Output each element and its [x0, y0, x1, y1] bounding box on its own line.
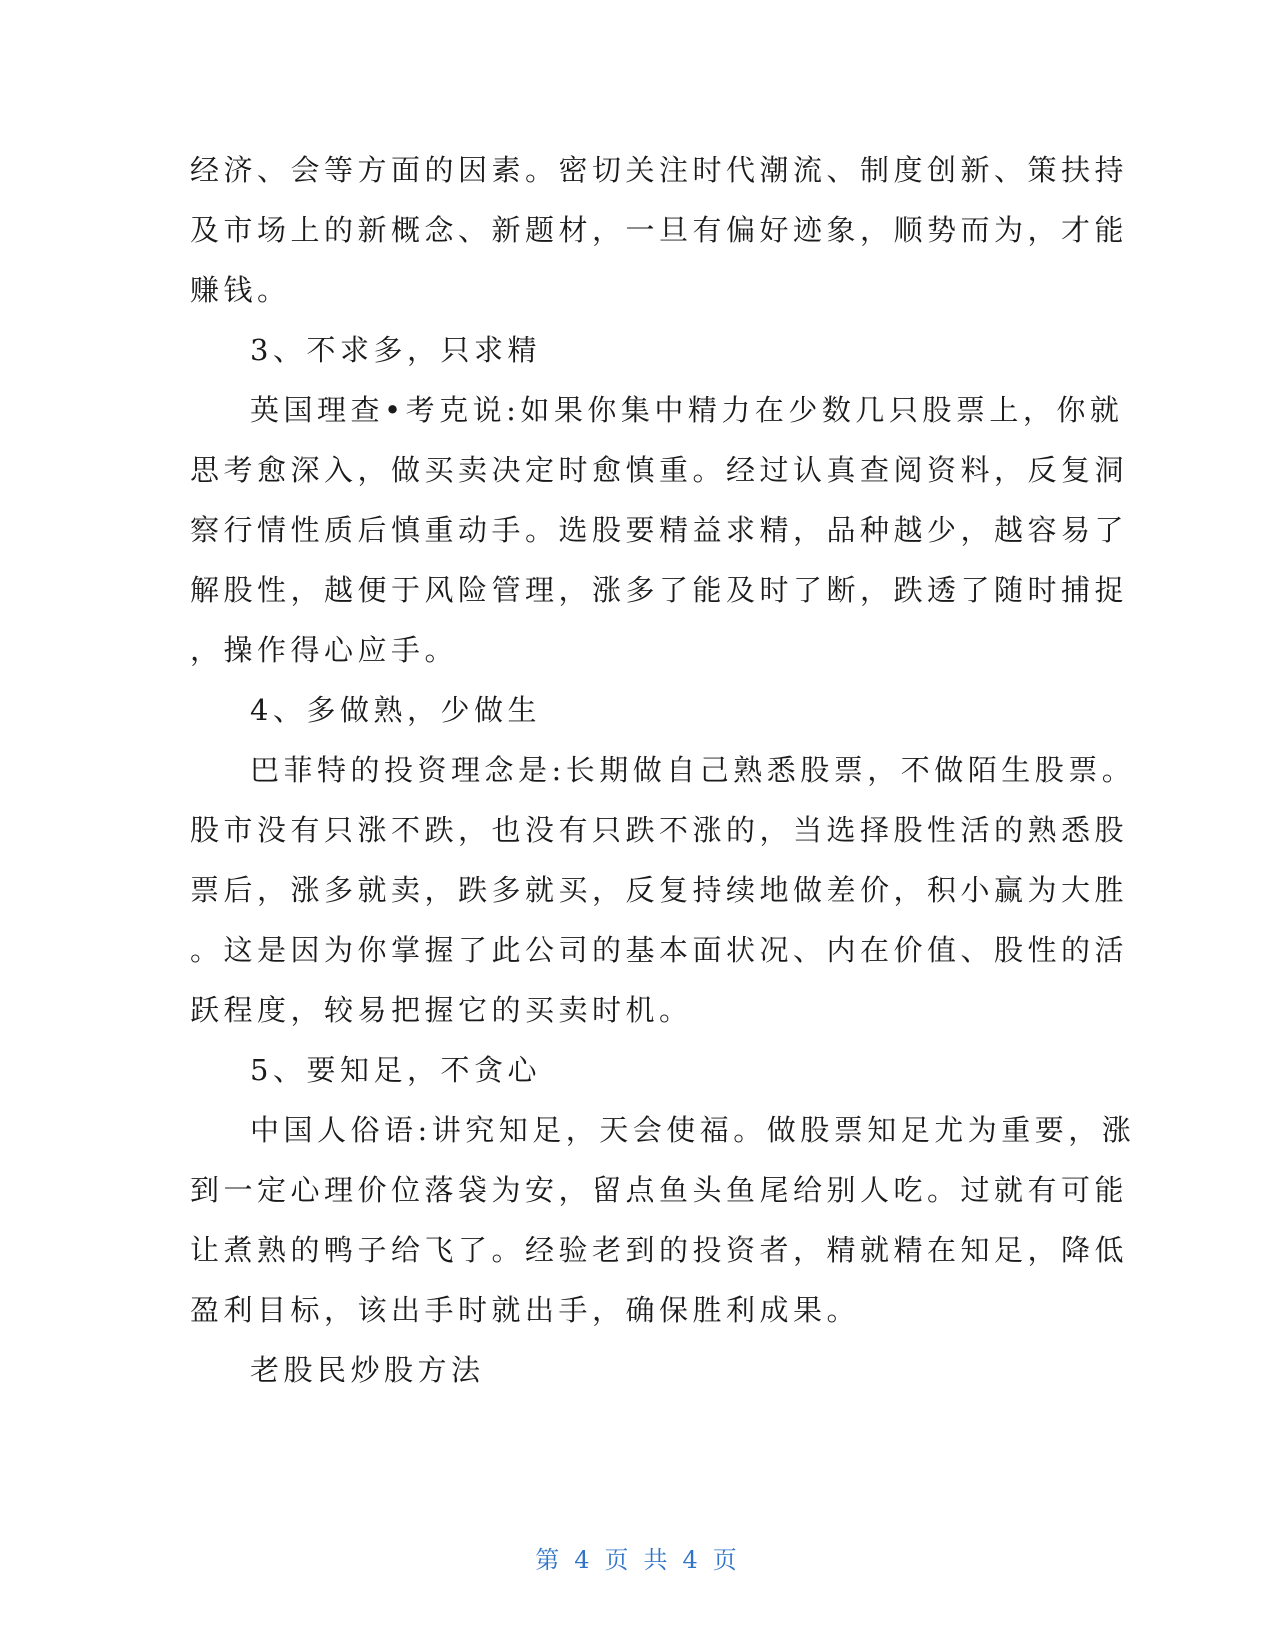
- paragraph-line: ，操作得心应手。: [190, 633, 459, 667]
- footer-total-unit: 页: [712, 1546, 740, 1574]
- footer-page-label: 第: [535, 1546, 563, 1574]
- paragraph-line: 英国理查•考克说:如果你集中精力在少数几只股票上，你就: [250, 393, 1124, 427]
- paragraph-line: 盈利目标，该出手时就出手，确保胜利成果。: [190, 1293, 861, 1327]
- section-heading: 4、多做熟，少做生: [250, 693, 541, 727]
- footer-total-pages: 4: [682, 1546, 701, 1574]
- paragraph-line: 经济、会等方面的因素。密切关注时代潮流、制度创新、策扶持: [190, 153, 1129, 187]
- paragraph-line: 赚钱。: [190, 273, 291, 307]
- paragraph-line: 到一定心理价位落袋为安，留点鱼头鱼尾给别人吃。过就有可能: [190, 1173, 1129, 1207]
- paragraph-line: 解股性，越便于风险管理，涨多了能及时了断，跌透了随时捕捉: [190, 573, 1129, 607]
- paragraph-line: 股市没有只涨不跌，也没有只跌不涨的，当选择股性活的熟悉股: [190, 813, 1129, 847]
- page-footer: [0, 1540, 1275, 1575]
- paragraph-line: 巴菲特的投资理念是:长期做自己熟悉股票，不做陌生股票。: [250, 753, 1136, 787]
- footer-current-page: 4: [574, 1546, 593, 1574]
- paragraph-line: 及市场上的新概念、新题材，一旦有偏好迹象，顺势而为，才能: [190, 213, 1129, 247]
- paragraph-line: 跃程度，较易把握它的买卖时机。: [190, 993, 693, 1027]
- paragraph-line: 。这是因为你掌握了此公司的基本面状况、内在价值、股性的活: [190, 933, 1129, 967]
- footer-total-label: 共: [643, 1546, 671, 1574]
- document-body: [190, 140, 1136, 1400]
- paragraph-line: 察行情性质后慎重动手。选股要精益求精，品种越少，越容易了: [190, 513, 1129, 547]
- section-heading: 5、要知足，不贪心: [250, 1053, 541, 1087]
- paragraph-line: 票后，涨多就卖，跌多就买，反复持续地做差价，积小赢为大胜: [190, 873, 1129, 907]
- paragraph-line: 中国人俗语:讲究知足，天会使福。做股票知足尤为重要，涨: [250, 1113, 1136, 1147]
- section-heading: 老股民炒股方法: [250, 1353, 485, 1387]
- footer-page-unit: 页: [604, 1546, 632, 1574]
- paragraph-line: 思考愈深入，做买卖决定时愈慎重。经过认真查阅资料，反复洞: [190, 453, 1129, 487]
- section-heading: 3、不求多，只求精: [250, 333, 541, 367]
- paragraph-line: 让煮熟的鸭子给飞了。经验老到的投资者，精就精在知足，降低: [190, 1233, 1129, 1267]
